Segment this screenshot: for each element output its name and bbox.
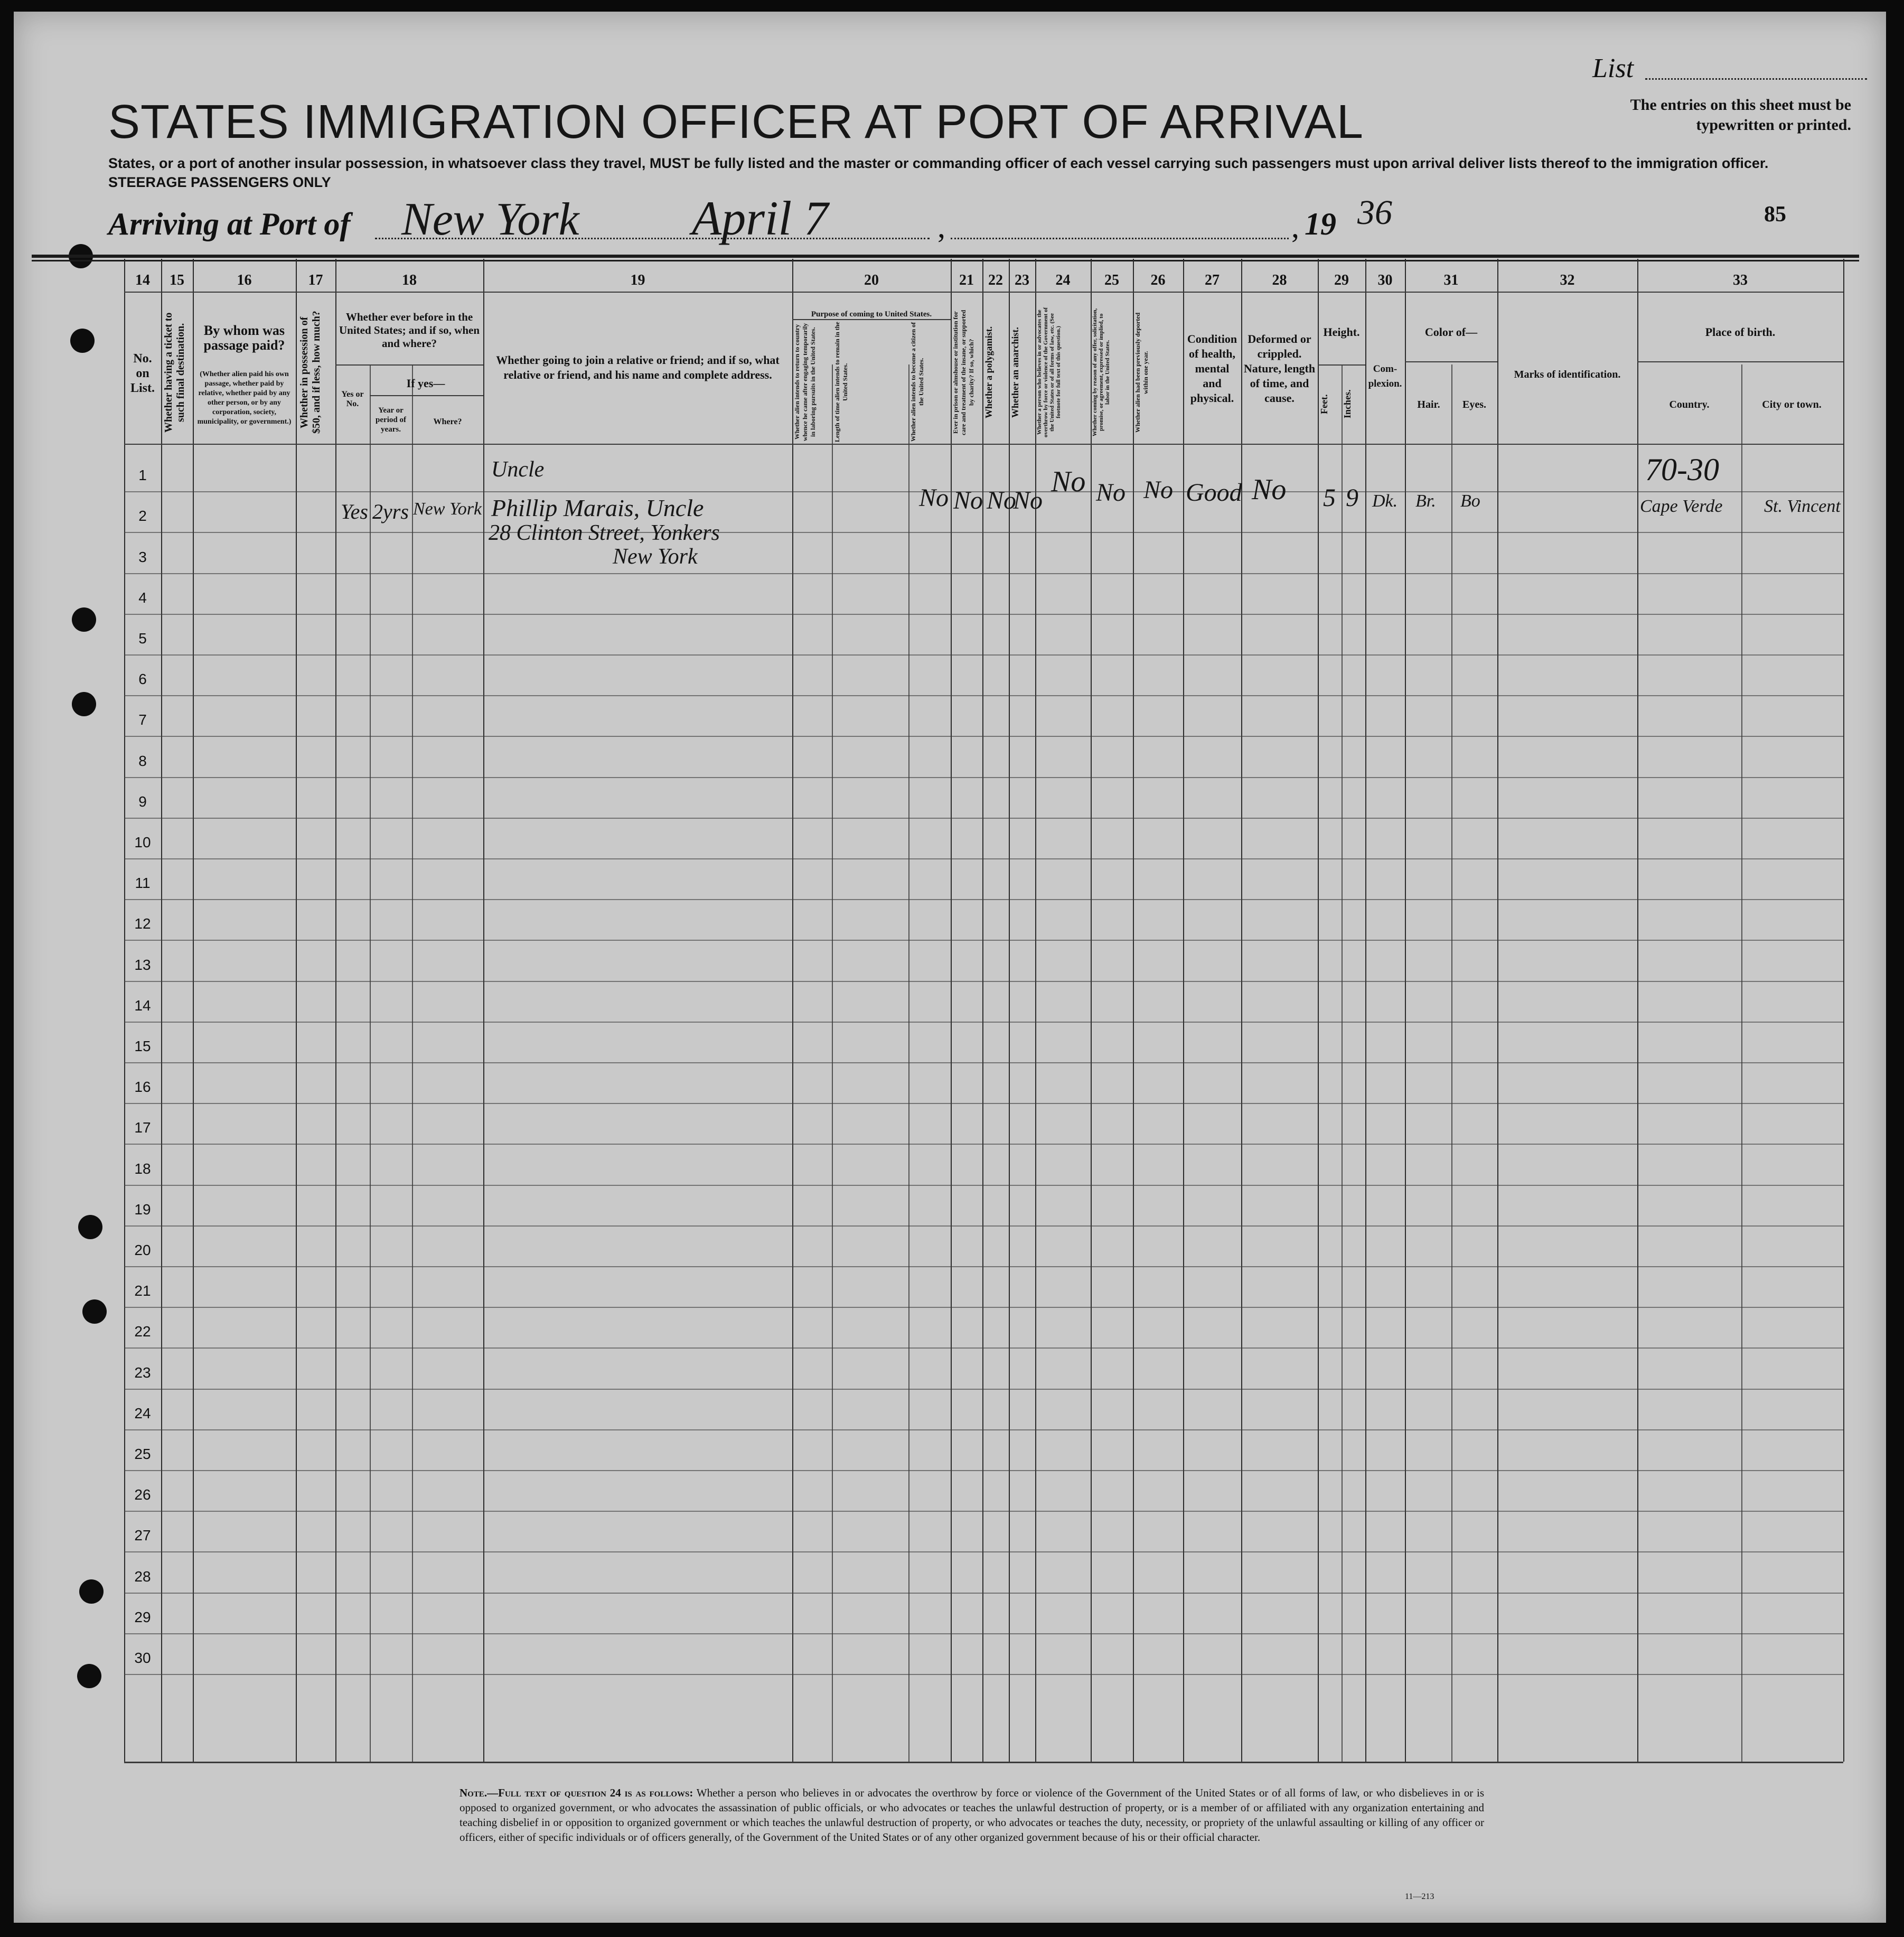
- grid-row-line: [124, 573, 1843, 574]
- col-num: 23: [1015, 272, 1029, 288]
- grid-header-line: [370, 395, 483, 396]
- header-color-of: Color of—: [1424, 325, 1478, 339]
- header-rule-thin: [32, 260, 1859, 261]
- grid-row-line: [124, 614, 1843, 615]
- form-intro: States, or a port of another insular possession, in whatsoever class they travel, MUST be fully listed and the master or commanding officer of each vessel carrying such passengers must upon arrival deliver lists thereof to the immigration officer.: [108, 155, 1769, 171]
- header-city: City or town.: [1762, 399, 1822, 410]
- header-by-whom: By whom was passage paid?: [203, 323, 285, 353]
- header-height: Height.: [1323, 325, 1360, 339]
- col-num: 14: [135, 272, 150, 288]
- header-overthrow: Whether a person who believes in or advocates the overthrow by force or violence of the Government of the United States or of all forms of law, etc. (See footnote for full text of this question.): [1036, 307, 1062, 438]
- entry-relative-line1: Phillip Marais, Uncle: [491, 494, 704, 521]
- row-number: 2: [138, 508, 147, 524]
- header-place-of-birth: Place of birth.: [1705, 325, 1776, 339]
- row-number: 27: [134, 1527, 151, 1543]
- col-num: 33: [1733, 272, 1748, 288]
- row-number: 17: [134, 1119, 151, 1136]
- grid-row-line: [124, 1307, 1843, 1308]
- entry-deformed: No: [1252, 473, 1287, 506]
- row-number: 8: [138, 753, 147, 769]
- col-num: 29: [1334, 272, 1349, 288]
- row-number: 3: [138, 549, 147, 565]
- header-inches: Inches.: [1342, 389, 1353, 419]
- grid-column-line: [124, 259, 125, 1762]
- comma: ,: [1291, 209, 1299, 244]
- row-number: 4: [138, 589, 147, 606]
- grid-column-line: [792, 259, 793, 1762]
- header-no-on-list: No. on List.: [130, 352, 155, 395]
- grid-row-line: [124, 1551, 1843, 1552]
- grid-row-line: [124, 818, 1843, 819]
- grid-row-line: [124, 491, 1843, 492]
- col-num: 20: [864, 272, 879, 288]
- grid-row-line: [124, 1266, 1843, 1267]
- col-num: 19: [630, 272, 645, 288]
- form-title: STATES IMMIGRATION OFFICER AT PORT OF ARRIVAL: [108, 96, 1364, 148]
- row-number: 26: [134, 1486, 151, 1503]
- port-handwritten: New York: [401, 194, 579, 245]
- col-num: 18: [402, 272, 417, 288]
- manifest-sheet: [14, 12, 1886, 1923]
- comma: ,: [937, 209, 945, 244]
- header-anarchist: Whether an anarchist.: [1010, 327, 1020, 418]
- header-marks: Marks of identification.: [1514, 369, 1621, 380]
- typewritten-note: The entries on this sheet must be typewritten or printed.: [1630, 96, 1851, 134]
- row-number: 7: [138, 712, 147, 728]
- entry-hair: Br.: [1415, 491, 1436, 511]
- row-number: 13: [134, 957, 151, 973]
- header-polygamist: Whether a polygamist.: [983, 326, 994, 419]
- col-num: 32: [1560, 272, 1575, 288]
- grid-row-line: [124, 1225, 1843, 1227]
- grid-row-line: [124, 1185, 1843, 1186]
- header-condition: Condition of health, mental and physical.: [1187, 332, 1237, 405]
- entry-annotation: Uncle: [491, 457, 545, 482]
- entry-overthrow: No: [1051, 465, 1086, 498]
- list-label: List: [1592, 53, 1634, 83]
- col-num: 25: [1104, 272, 1119, 288]
- header-purpose-a: Whether alien intends to return to country whence he came after engaging temporarily in laboring pursuits in the United States.: [793, 323, 817, 441]
- grid-row-line: [124, 736, 1843, 737]
- punch-hole: [79, 1579, 104, 1604]
- header-feet: Feet.: [1319, 394, 1329, 414]
- row-number: 5: [138, 630, 147, 647]
- grid-column-line: [1035, 259, 1036, 1762]
- row-number: 20: [134, 1242, 151, 1258]
- year-handwritten: 36: [1357, 193, 1392, 232]
- punch-hole: [77, 1664, 101, 1688]
- grid-column-line: [1091, 259, 1092, 1762]
- footnote-text: Whether a person who believes in or advocates the overthrow by force or violence of the Government of the United States or of all forms of law, or who disbelieves in or is opposed to organized government, or who advocates the assassination of public officials, or who advocates or teaches the unlawful destruction of property, or is a member of or affiliated with any organization entertaining and teaching disbelief in or opposition to organized government or which teaches the unlawful destruction of property, or who advocates or teaches the duty, necessity, or propriety of the unlawful assaulting or killing of any officer or officers, either of specific individuals or of officers generally, of the Government of the United States or of any other organized government because of his or their official character.: [459, 1786, 1484, 1844]
- row-number: 10: [134, 834, 151, 850]
- col-num: 24: [1055, 272, 1071, 288]
- grid-column-line: [1318, 259, 1319, 1762]
- punch-hole: [78, 1215, 102, 1239]
- grid-row-line: [124, 1593, 1843, 1594]
- col-num: 26: [1150, 272, 1166, 288]
- col-num: 27: [1205, 272, 1220, 288]
- grid-column-line: [982, 259, 983, 1762]
- grid-header-line: [792, 319, 951, 320]
- grid-row-line: [124, 1674, 1843, 1675]
- row-number: 15: [134, 1038, 151, 1054]
- footnote: [459, 1785, 1484, 1845]
- grid-row-line: [124, 940, 1843, 941]
- header-deformed: Deformed or crippled. Nature, length of time, and cause.: [1243, 332, 1316, 405]
- header-yes-no: Yes or No.: [341, 390, 364, 408]
- page-number: 85: [1764, 202, 1786, 227]
- grid-row-line: [124, 899, 1843, 900]
- row-number: 6: [138, 671, 147, 687]
- grid-row-line: [124, 695, 1843, 696]
- punch-hole: [82, 1299, 107, 1324]
- col-num: 17: [308, 272, 323, 288]
- row-number: 9: [138, 793, 147, 810]
- entry-coming-offer: No: [1096, 479, 1126, 507]
- entry-yes-no: Yes: [341, 500, 368, 523]
- grid-header-line: [1637, 361, 1843, 362]
- grid-row-line: [124, 981, 1843, 982]
- grid-row-line: [124, 1103, 1843, 1104]
- col-num: 28: [1272, 272, 1287, 288]
- header-purpose-b: Length of time alien intends to remain in the United States.: [833, 322, 849, 442]
- grid-row-line: [124, 532, 1843, 533]
- entry-period: 2yrs: [372, 500, 409, 523]
- header-possession: Whether in possession of $50, and if less, how much?: [298, 311, 322, 434]
- grid-column-line: [193, 259, 194, 1762]
- grid-row-line: [124, 1144, 1843, 1145]
- entry-prison: No: [953, 486, 983, 514]
- entry-eyes: Bo: [1460, 491, 1480, 511]
- grid-row-line: [124, 1348, 1843, 1349]
- header-purpose: Purpose of coming to United States.: [811, 310, 932, 319]
- grid-header-line: [335, 364, 483, 366]
- entry-where: New York: [413, 499, 482, 519]
- row-number: 28: [134, 1568, 151, 1585]
- row-number: 12: [134, 915, 151, 932]
- row-number: 22: [134, 1323, 151, 1340]
- date-handwritten: April 7: [692, 191, 829, 245]
- entry-polygamist: No: [987, 486, 1017, 514]
- entry-purpose-c: No: [919, 484, 949, 512]
- header-year-period: Year or period of years.: [376, 406, 406, 434]
- row-number: 30: [134, 1650, 151, 1666]
- entry-relative-line2: 28 Clinton Street, Yonkers: [489, 521, 720, 545]
- header-rule: [32, 255, 1859, 258]
- entry-city: St. Vincent: [1764, 497, 1841, 516]
- grid-row-line: [124, 858, 1843, 859]
- grid-row-line: [124, 1429, 1843, 1430]
- header-where: Where?: [433, 417, 462, 426]
- col-num: 22: [988, 272, 1003, 288]
- grid-column-line: [1497, 259, 1498, 1762]
- steerage-label: STEERAGE PASSENGERS ONLY: [108, 174, 331, 190]
- grid-row-line: [124, 1511, 1843, 1512]
- col-num: 30: [1377, 272, 1393, 288]
- grid-row-line: [124, 654, 1843, 656]
- grid-bottom-line: [124, 1762, 1843, 1763]
- entry-relative-line3: New York: [613, 545, 698, 569]
- entry-deported: No: [1143, 476, 1174, 504]
- punch-hole: [72, 607, 96, 632]
- header-eyes: Eyes.: [1462, 399, 1486, 410]
- header-complexion: Com-plexion.: [1368, 363, 1402, 389]
- header-deported: Whether alien had been previously deported within one year.: [1134, 312, 1149, 433]
- grid-column-line: [1133, 259, 1134, 1762]
- grid-row-line: [124, 1389, 1843, 1390]
- grid-column-line: [1183, 259, 1184, 1762]
- header-country: Country.: [1669, 399, 1710, 410]
- entry-feet: 5: [1323, 484, 1336, 512]
- entry-inches: 9: [1346, 484, 1358, 512]
- row-number: 1: [138, 467, 147, 483]
- grid-row-line: [124, 1470, 1843, 1471]
- grid-row-line: [124, 1633, 1843, 1634]
- header-ticket: Whether having a ticket to such final destination.: [163, 312, 186, 433]
- header-hair: Hair.: [1417, 399, 1440, 410]
- grid-column-line: [1637, 259, 1638, 1762]
- header-by-whom-sub: (Whether alien paid his own passage, whether paid by relative, whether paid by any other person, or by any corporation, society, municipality, or government.): [197, 370, 292, 426]
- grid-column-line: [1365, 259, 1366, 1762]
- date-line: [951, 238, 1289, 239]
- col-num: 31: [1443, 272, 1459, 288]
- entry-condition: Good: [1186, 479, 1242, 507]
- header-coming-offer: Whether coming by reason of any offer, solicitation, promise, or agreement, expressed or implied, to labor in the United States.: [1092, 308, 1111, 437]
- arriving-label: Arriving at Port of: [108, 207, 351, 241]
- punch-hole: [70, 329, 95, 353]
- row-number: 21: [134, 1283, 151, 1299]
- row-number: 18: [134, 1161, 151, 1177]
- col-num: 21: [959, 272, 974, 288]
- grid-column-line: [1009, 259, 1010, 1762]
- punch-hole: [72, 692, 96, 716]
- header-ever-before: Whether ever before in the United States; and if so, when and where?: [339, 311, 480, 350]
- entry-anarchist: No: [1013, 486, 1043, 514]
- entry-country: Cape Verde: [1640, 497, 1723, 516]
- grid-column-line: [335, 259, 336, 1762]
- grid-row-line: [124, 777, 1843, 778]
- grid-header-line: [1405, 361, 1497, 362]
- row-number: 11: [135, 875, 151, 891]
- entry-birth-annotation: 70-30: [1645, 452, 1719, 487]
- footnote-label: Note.—Full text of question 24 is as follows:: [459, 1786, 693, 1799]
- grid-column-line: [1843, 259, 1844, 1762]
- grid-row-line: [124, 1062, 1843, 1063]
- entry-complexion: Dk.: [1372, 491, 1398, 511]
- col-num: 15: [170, 272, 184, 288]
- header-prison: Ever in prison or almshouse or institution for care and treatment of the insane, or supported by charity? If so, which?: [952, 310, 975, 435]
- row-number: 19: [134, 1201, 151, 1218]
- grid-header-line: [124, 444, 1843, 445]
- grid-row-line: [124, 1022, 1843, 1023]
- grid-column-line: [483, 259, 484, 1762]
- row-number: 14: [134, 997, 151, 1014]
- row-number: 25: [134, 1446, 151, 1462]
- grid-header-line: [1318, 364, 1365, 366]
- form-code: 11—213: [1405, 1892, 1434, 1901]
- grid-header-line: [124, 292, 1843, 293]
- year-printed: 19: [1305, 207, 1336, 241]
- grid-column-line: [296, 259, 297, 1762]
- grid-column-line: [1405, 259, 1406, 1762]
- row-number: 24: [134, 1405, 151, 1421]
- header-if-yes: If yes—: [406, 377, 445, 390]
- grid-column-line: [951, 259, 952, 1762]
- list-number-line: [1645, 78, 1867, 80]
- row-number: 29: [134, 1609, 151, 1625]
- header-join-relative: Whether going to join a relative or friend; and if so, what relative or friend, and his name and complete address.: [496, 353, 780, 381]
- grid-column-line: [161, 259, 162, 1762]
- col-num: 16: [237, 272, 252, 288]
- row-number: 23: [134, 1364, 151, 1381]
- header-purpose-c: Whether alien intends to become a citizen of the United States.: [909, 322, 925, 442]
- row-number: 16: [134, 1079, 151, 1095]
